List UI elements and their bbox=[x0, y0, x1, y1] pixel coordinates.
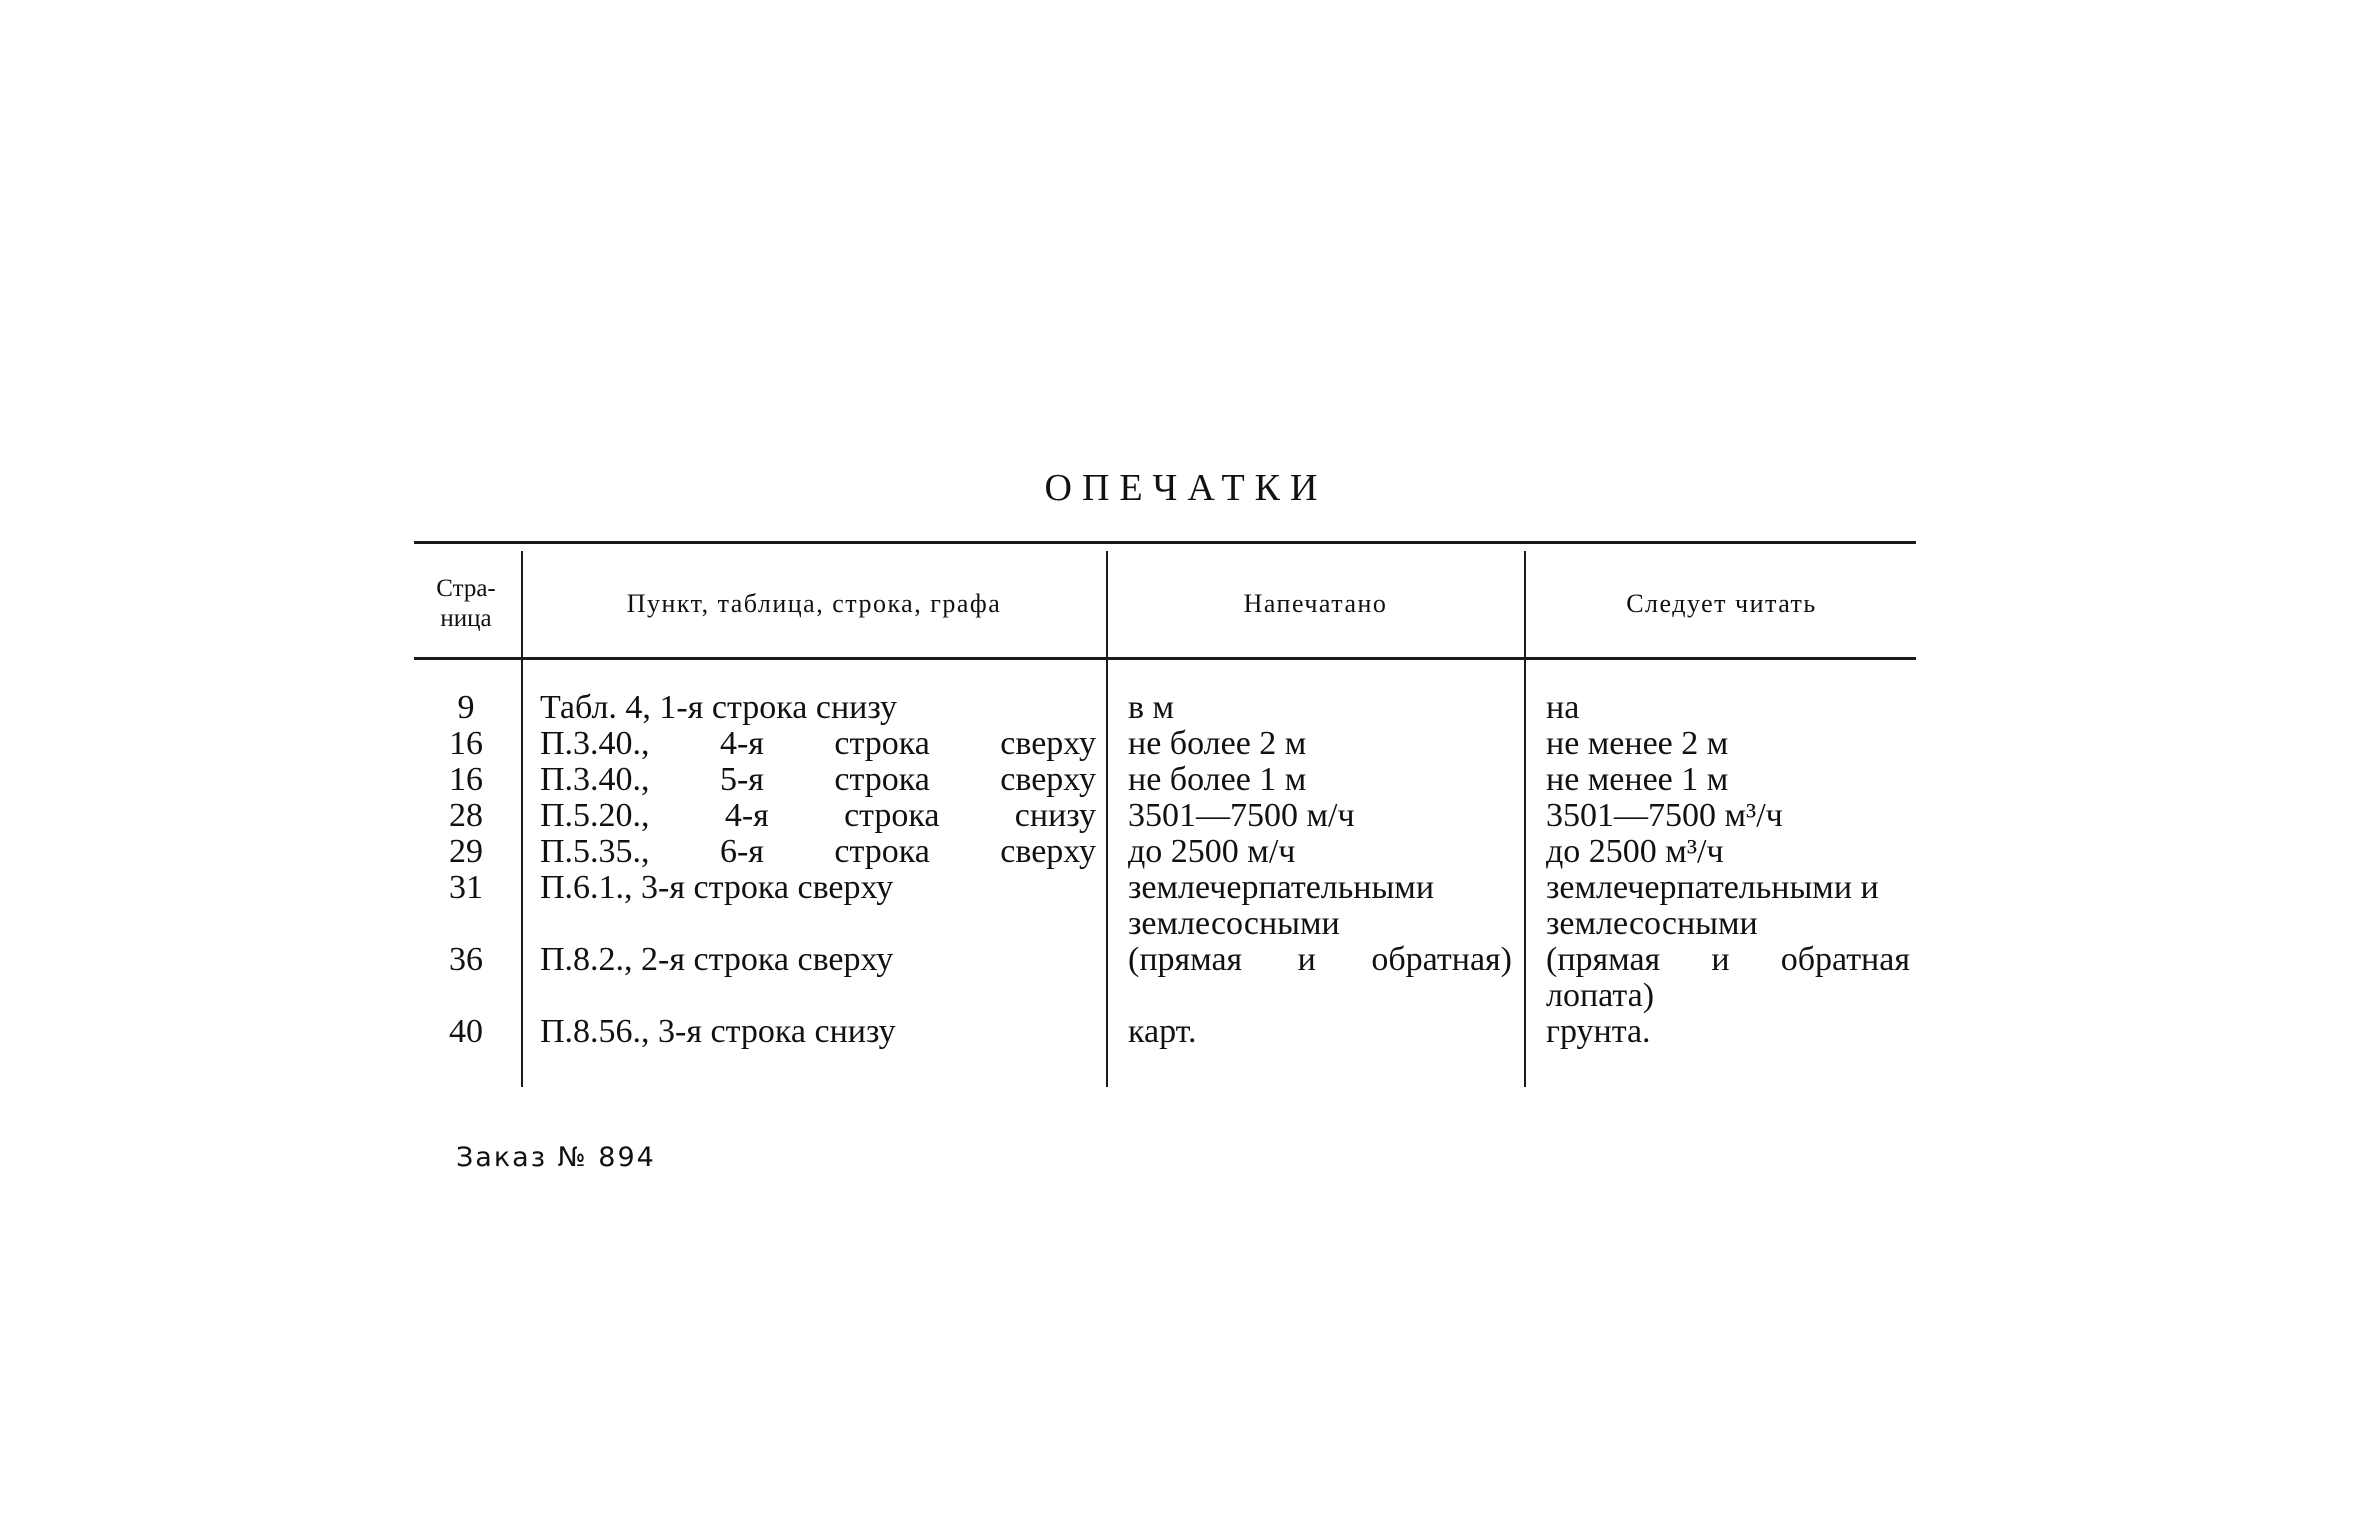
cell-page: 16 bbox=[449, 761, 483, 798]
table-row bbox=[0, 834, 2362, 870]
table-row bbox=[0, 942, 2362, 1014]
cell-should-read: грунта. bbox=[1546, 1013, 1651, 1050]
cell-page: 36 bbox=[449, 941, 483, 978]
cell-page: 31 bbox=[449, 869, 483, 906]
cell-should-read: не менее 2 м bbox=[1546, 725, 1729, 762]
cell-printed: карт. bbox=[1128, 1013, 1197, 1050]
table-body bbox=[0, 690, 2362, 1050]
table-row bbox=[0, 726, 2362, 762]
page-title: ОПЕЧАТКИ bbox=[1044, 467, 1328, 509]
cell-page: 16 bbox=[449, 725, 483, 762]
cell-should-read: до 2500 м³/ч bbox=[1546, 833, 1724, 870]
cell-location: П.5.20., 4-я строка снизу bbox=[540, 797, 1096, 834]
cell-printed: не более 1 м bbox=[1128, 761, 1307, 798]
cell-location: П.8.2., 2-я строка сверху bbox=[540, 941, 894, 978]
cell-page: 40 bbox=[449, 1013, 483, 1050]
header-location: Пункт, таблица, строка, графа bbox=[626, 589, 1002, 618]
header-printed: Напечатано bbox=[1243, 589, 1388, 618]
cell-location: П.3.40., 4-я строка сверху bbox=[540, 725, 1096, 762]
table-row bbox=[0, 1014, 2362, 1050]
cell-location: П.8.56., 3-я строка снизу bbox=[540, 1013, 896, 1050]
cell-location: П.3.40., 5-я строка сверху bbox=[540, 761, 1096, 798]
table-top-rule bbox=[414, 541, 1916, 544]
cell-should-read: на bbox=[1546, 689, 1580, 726]
header-page-line2: ница bbox=[440, 605, 492, 632]
cell-printed: не более 2 м bbox=[1128, 725, 1307, 762]
cell-page: 28 bbox=[449, 797, 483, 834]
cell-printed: 3501—7500 м/ч bbox=[1128, 797, 1355, 834]
cell-printed: землечерпательными землесосными bbox=[1128, 869, 1435, 942]
table-row bbox=[0, 690, 2362, 726]
cell-page: 9 bbox=[457, 689, 475, 726]
cell-printed: (прямая и обратная) bbox=[1128, 941, 1512, 978]
cell-should-read: (прямая и обратная лопата) bbox=[1546, 941, 1910, 1014]
cell-location: Табл. 4, 1-я строка снизу bbox=[540, 689, 898, 726]
table-row bbox=[0, 870, 2362, 942]
cell-location: П.5.35., 6-я строка сверху bbox=[540, 833, 1096, 870]
header-should-read: Следует читать bbox=[1626, 589, 1817, 618]
cell-location: П.6.1., 3-я строка сверху bbox=[540, 869, 894, 906]
table-row bbox=[0, 762, 2362, 798]
cell-should-read: 3501—7500 м³/ч bbox=[1546, 797, 1783, 834]
header-page-line1: Стра- bbox=[436, 575, 496, 602]
order-number: Заказ № 894 bbox=[456, 1142, 656, 1173]
table-row bbox=[0, 798, 2362, 834]
cell-printed: в м bbox=[1128, 689, 1175, 726]
cell-page: 29 bbox=[449, 833, 483, 870]
table-header-rule bbox=[414, 657, 1916, 660]
cell-printed: до 2500 м/ч bbox=[1128, 833, 1296, 870]
cell-should-read: не менее 1 м bbox=[1546, 761, 1729, 798]
header-page bbox=[414, 566, 518, 642]
cell-should-read: землечерпательными и землесосными bbox=[1546, 869, 1879, 942]
